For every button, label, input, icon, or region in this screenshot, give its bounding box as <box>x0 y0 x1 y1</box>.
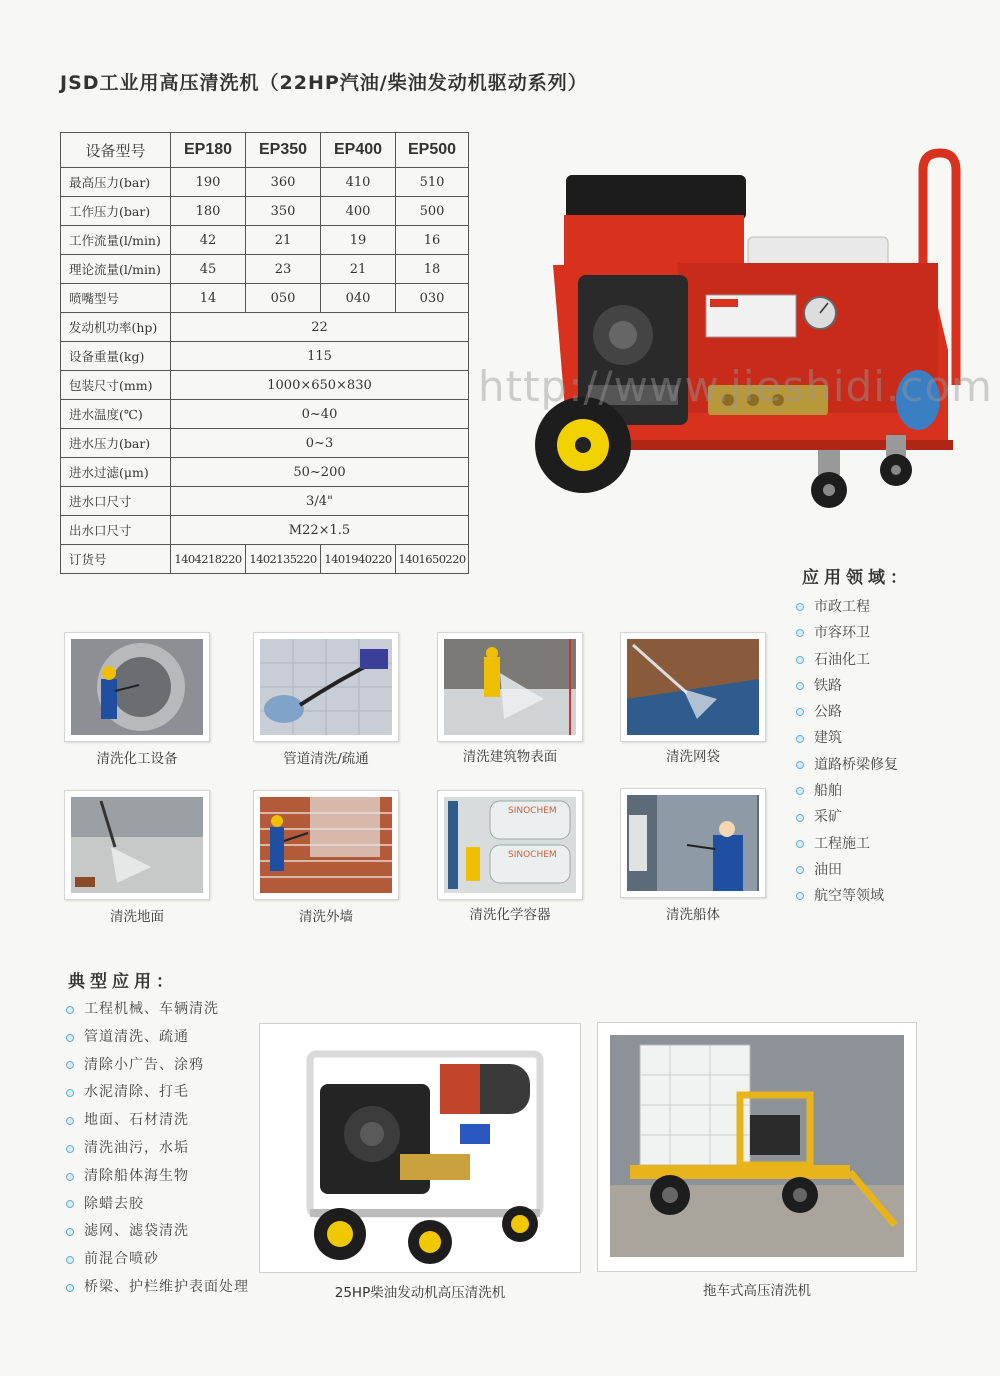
main-machine-image <box>528 145 968 535</box>
row-label: 进水温度(℃) <box>61 400 171 429</box>
table-cell: 42 <box>171 226 246 255</box>
photo-caption: 清洗化学容器 <box>469 907 551 923</box>
table-cell: 50~200 <box>171 458 469 487</box>
table-row <box>61 545 469 574</box>
table-cell: 500 <box>396 197 469 226</box>
list-item: 公路 <box>796 699 898 725</box>
row-label: 最高压力(bar) <box>61 168 171 197</box>
list-item: 市容环卫 <box>796 620 898 646</box>
photo-caption: 清洗化工设备 <box>96 751 178 767</box>
list-item: 除蜡去胶 <box>66 1191 249 1219</box>
table-cell: 510 <box>396 168 469 197</box>
list-item: 铁路 <box>796 673 898 699</box>
list-item: 建筑 <box>796 725 898 751</box>
table-cell: 22 <box>171 313 469 342</box>
product-caption: 拖车式高压清洗机 <box>703 1283 811 1299</box>
table-cell: 115 <box>171 342 469 371</box>
photo-caption: 清洗地面 <box>110 909 164 925</box>
product-caption: 25HP柴油发动机高压清洗机 <box>334 1285 506 1301</box>
list-item: 油田 <box>796 857 898 883</box>
table-row <box>61 516 469 545</box>
list-item: 清除船体海生物 <box>66 1163 249 1191</box>
photo-caption: 清洗建筑物表面 <box>462 749 558 765</box>
table-cell: 1401940220 <box>321 545 396 574</box>
row-label: 订货号 <box>61 545 171 574</box>
table-cell: 3/4" <box>171 487 469 516</box>
photo-caption: 清洗船体 <box>666 907 720 923</box>
photo-caption: 清洗网袋 <box>666 749 720 765</box>
table-cell: 21 <box>321 255 396 284</box>
list-item: 滤网、滤袋清洗 <box>66 1218 249 1246</box>
table-row <box>61 400 469 429</box>
table-cell: 0~3 <box>171 429 469 458</box>
table-row <box>61 458 469 487</box>
table-header-row <box>61 133 469 168</box>
container-label: SINOCHEM <box>508 806 557 816</box>
list-item: 清洗油污，水垢 <box>66 1135 249 1163</box>
header-cell: EP400 <box>321 133 396 168</box>
list-item: 道路桥梁修复 <box>796 752 898 778</box>
table-cell: 180 <box>171 197 246 226</box>
photo-floor-cleaning <box>64 790 210 900</box>
row-label: 理论流量(l/min) <box>61 255 171 284</box>
header-cell: 设备型号 <box>61 133 171 168</box>
table-cell: 350 <box>246 197 321 226</box>
list-item: 水泥清除、打毛 <box>66 1079 249 1107</box>
row-label: 设备重量(kg) <box>61 342 171 371</box>
applications-list <box>66 996 249 1302</box>
table-cell: 360 <box>246 168 321 197</box>
list-item: 桥梁、护栏维护表面处理 <box>66 1274 249 1302</box>
photo-caption: 管道清洗/疏通 <box>283 751 369 767</box>
table-cell: 14 <box>171 284 246 313</box>
table-cell: 1404218220 <box>171 545 246 574</box>
table-row <box>61 255 469 284</box>
list-item: 清除小广告、涂鸦 <box>66 1052 249 1080</box>
table-cell: 16 <box>396 226 469 255</box>
table-row <box>61 371 469 400</box>
fields-list <box>796 594 898 910</box>
table-cell: 18 <box>396 255 469 284</box>
table-cell: 23 <box>246 255 321 284</box>
product-diesel-frame <box>259 1023 581 1273</box>
table-cell: 410 <box>321 168 396 197</box>
row-label: 包装尺寸(mm) <box>61 371 171 400</box>
list-item: 石油化工 <box>796 647 898 673</box>
table-row <box>61 342 469 371</box>
watermark-text: http://www.jieshidi.com <box>478 362 993 411</box>
photo-exterior-wall <box>253 790 399 900</box>
table-row <box>61 168 469 197</box>
table-cell: 040 <box>321 284 396 313</box>
trailer-machine-image <box>610 1035 904 1257</box>
list-item: 工程机械、车辆清洗 <box>66 996 249 1024</box>
diesel-machine-image <box>300 1044 550 1264</box>
row-label: 工作压力(bar) <box>61 197 171 226</box>
row-label: 进水压力(bar) <box>61 429 171 458</box>
photo-ship-hull <box>620 788 766 898</box>
table-cell: 400 <box>321 197 396 226</box>
header-cell: EP500 <box>396 133 469 168</box>
row-label: 发动机功率(hp) <box>61 313 171 342</box>
header-cell: EP350 <box>246 133 321 168</box>
table-row <box>61 429 469 458</box>
list-item: 工程施工 <box>796 831 898 857</box>
list-item: 地面、石材清洗 <box>66 1107 249 1135</box>
row-label: 出水口尺寸 <box>61 516 171 545</box>
page-title: JSD工业用高压清洗机（22HP汽油/柴油发动机驱动系列） <box>60 72 588 94</box>
list-item: 前混合喷砂 <box>66 1246 249 1274</box>
list-item: 船舶 <box>796 778 898 804</box>
table-cell: 1401650220 <box>396 545 469 574</box>
photo-chemical-containers <box>437 790 583 900</box>
spec-table <box>60 132 469 574</box>
list-item: 市政工程 <box>796 594 898 620</box>
applications-heading: 典型应用： <box>68 972 178 992</box>
table-row <box>61 313 469 342</box>
table-cell: 21 <box>246 226 321 255</box>
photo-pipe-cleaning <box>253 632 399 742</box>
photo-chemical-equipment <box>64 632 210 742</box>
table-cell: 1000×650×830 <box>171 371 469 400</box>
product-trailer-frame <box>597 1022 917 1272</box>
table-cell: 190 <box>171 168 246 197</box>
row-label: 工作流量(l/min) <box>61 226 171 255</box>
table-row <box>61 284 469 313</box>
list-item: 管道清洗、疏通 <box>66 1024 249 1052</box>
row-label: 喷嘴型号 <box>61 284 171 313</box>
table-row <box>61 226 469 255</box>
photo-caption: 清洗外墙 <box>299 909 353 925</box>
list-item: 采矿 <box>796 804 898 830</box>
table-cell: 050 <box>246 284 321 313</box>
table-cell: 1402135220 <box>246 545 321 574</box>
row-label: 进水过滤(μm) <box>61 458 171 487</box>
photo-net-bags <box>620 632 766 742</box>
container-label: SINOCHEM <box>508 850 557 860</box>
table-cell: 0~40 <box>171 400 469 429</box>
table-cell: 030 <box>396 284 469 313</box>
table-row <box>61 197 469 226</box>
photo-building-surface <box>437 632 583 742</box>
row-label: 进水口尺寸 <box>61 487 171 516</box>
header-cell: EP180 <box>171 133 246 168</box>
fields-heading: 应用领域： <box>802 568 912 588</box>
table-cell: M22×1.5 <box>171 516 469 545</box>
table-cell: 19 <box>321 226 396 255</box>
table-cell: 45 <box>171 255 246 284</box>
list-item: 航空等领域 <box>796 883 898 909</box>
table-row <box>61 487 469 516</box>
